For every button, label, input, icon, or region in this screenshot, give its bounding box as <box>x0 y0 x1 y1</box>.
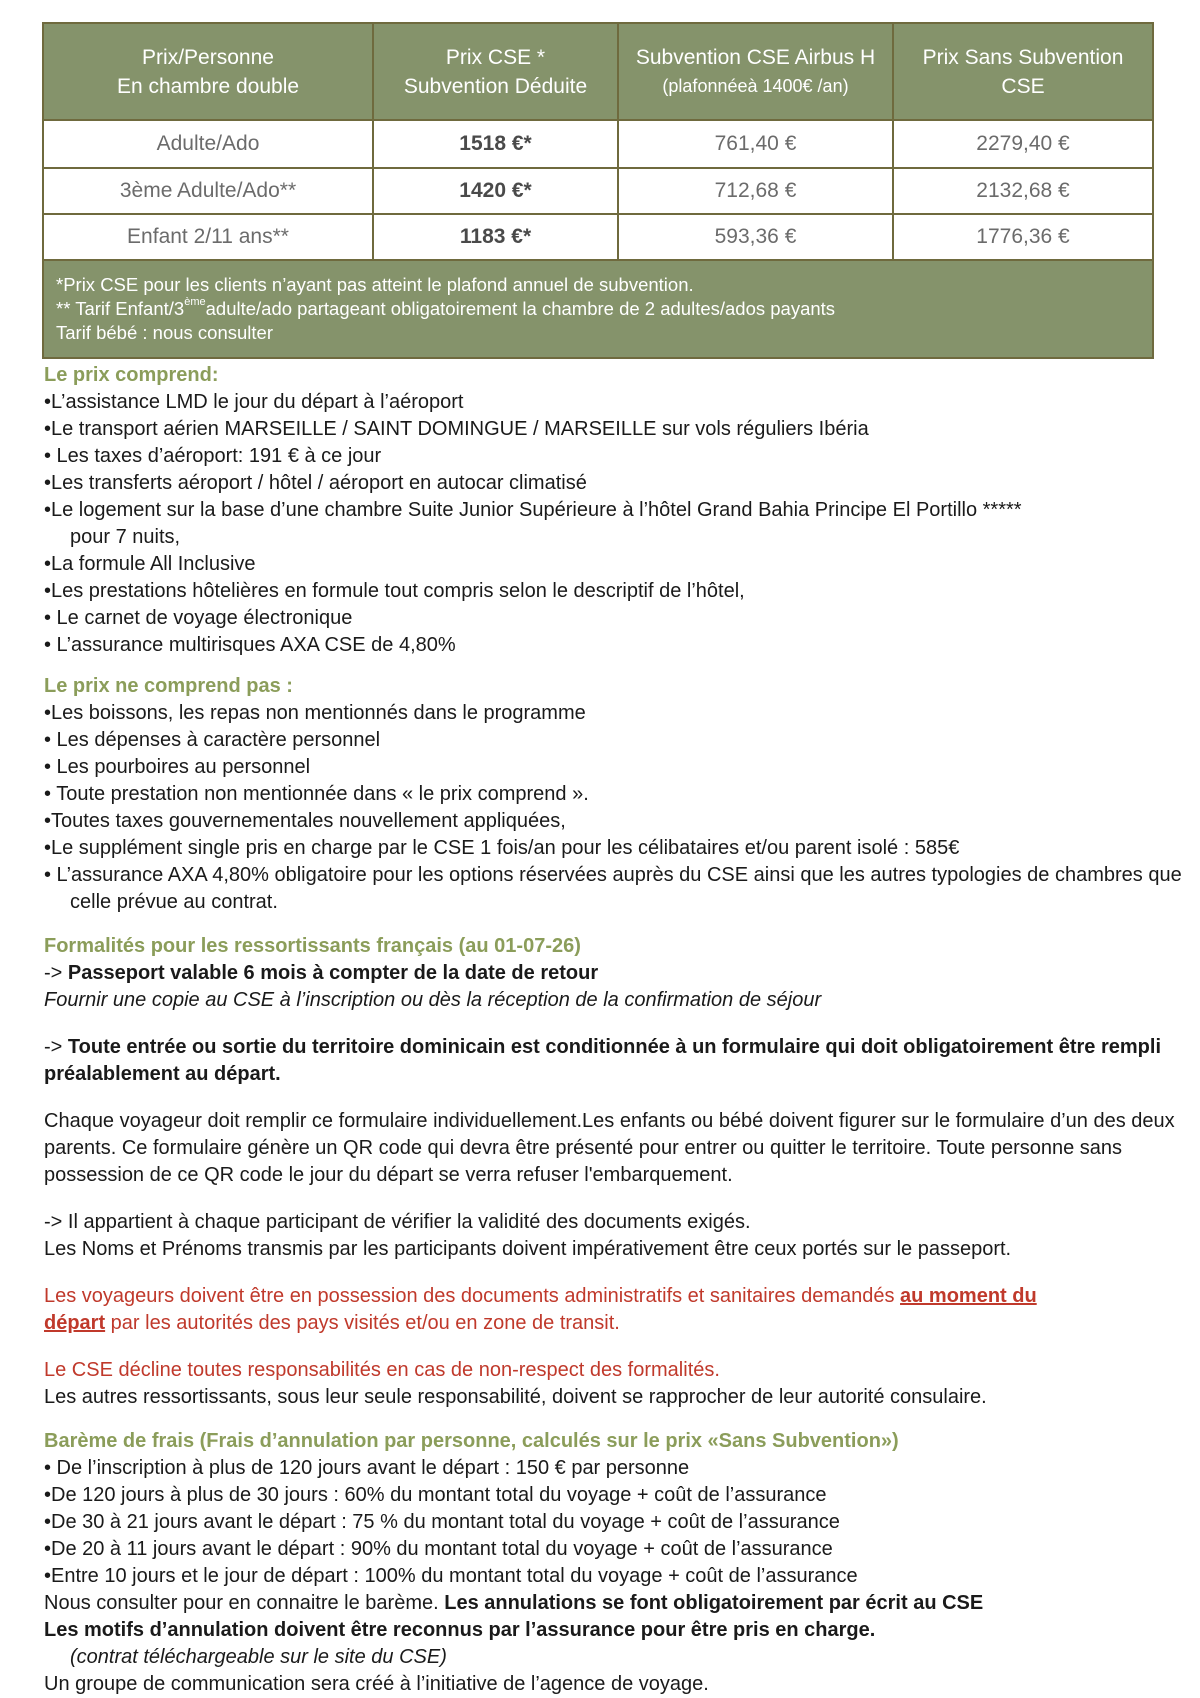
subvention-cell: 593,36 € <box>618 214 893 260</box>
note-text: adulte/ado partageant obligatoirement la chambre de 2 adultes/ados payants <box>205 298 836 319</box>
warning-text: par les autorités des pays visités et/ou en zone de transit. <box>105 1312 620 1334</box>
prix-cse-cell: 1420 €* <box>373 168 618 214</box>
category-cell: Enfant 2/11 ans** <box>43 214 373 260</box>
subvention-cell: 761,40 € <box>618 120 893 168</box>
note-line: Tarif bébé : nous consulter <box>56 322 273 343</box>
prix-cse-cell: 1518 €* <box>373 120 618 168</box>
prix-cse-cell: 1183 €* <box>373 214 618 260</box>
list-item: •La formule All Inclusive <box>44 553 256 575</box>
copie-text: Fournir une copie au CSE à l’inscription ou dès la réception de la confirmation de séjour <box>44 989 822 1011</box>
header-line: Subvention Déduite <box>403 74 588 98</box>
list-item: • Les dépenses à caractère personnel <box>44 729 381 751</box>
section-title-comprend: Le prix comprend: <box>44 364 219 386</box>
notes-row <box>43 260 1153 358</box>
passport-line <box>44 960 1184 987</box>
section-title-formalites: Formalités pour les ressortissants français (au 01-07-26) <box>44 935 581 957</box>
note-line: *Prix CSE pour les clients n’ayant pas atteint le plafond annuel de subvention. <box>56 274 694 295</box>
header-line: CSE <box>1001 74 1045 98</box>
warning-documents <box>44 1283 1044 1337</box>
consulter-text: Nous consulter pour en connaitre le barème. <box>44 1592 445 1614</box>
table-row <box>43 214 1153 260</box>
list-item: •De 20 à 11 jours avant le départ : 90% du montant total du voyage + coût de l’assurance <box>44 1538 833 1560</box>
header-cell-category <box>43 23 373 120</box>
note-text: ** Tarif Enfant/3 <box>56 298 185 319</box>
header-cell-subvention <box>618 23 893 120</box>
table-row <box>43 120 1153 168</box>
annulations-text: Les annulations se font obligatoirement par écrit au CSE <box>444 1592 984 1614</box>
conditions-content <box>44 362 1184 1698</box>
header-cell-sans-subvention <box>893 23 1153 120</box>
autres-ressortissants: Les autres ressortissants, sous leur seule responsabilité, doivent se rapprocher de leur autorité consulaire. <box>44 1386 987 1408</box>
price-table-header-row <box>43 23 1153 120</box>
sans-subvention-cell: 2279,40 € <box>893 120 1153 168</box>
entree-line <box>44 1034 1184 1088</box>
noms-text: Les Noms et Prénoms transmis par les participants doivent impérativement être ceux portés sur le passeport. <box>44 1238 1012 1260</box>
formulaire-paragraph: Chaque voyageur doit remplir ce formulaire individuellement.Les enfants ou bébé doivent figurer sur le formulaire d’un des deux parents. Ce formulaire génère un QR code qui devra être présenté pour entrer ou quitter le territoire. Toute personne sans possession de ce QR code le jour du départ se verra refuser l'embarquement. <box>44 1110 1175 1186</box>
passport-text: Passeport valable 6 mois à compter de la date de retour <box>67 962 599 984</box>
list-item: • Les pourboires au personnel <box>44 756 311 778</box>
arrow-text: -> <box>44 1036 68 1058</box>
list-item: • L’assurance multirisques AXA CSE de 4,80% <box>44 634 456 656</box>
list-item: •De 30 à 21 jours avant le départ : 75 % du montant total du voyage + coût de l’assurance <box>44 1511 840 1533</box>
list-item: •Le logement sur la base d’une chambre Suite Junior Supérieure à l’hôtel Grand Bahia Principe El Portillo ***** <box>44 499 1022 521</box>
validite-text: -> Il appartient à chaque participant de vérifier la validité des documents exigés. <box>44 1211 751 1233</box>
list-item: •De 120 jours à plus de 30 jours : 60% du montant total du voyage + coût de l’assurance <box>44 1484 827 1506</box>
price-table <box>42 22 1154 359</box>
notes-cell <box>43 260 1153 358</box>
motifs-text: Les motifs d’annulation doivent être reconnus par l’assurance pour être pris en charge. <box>44 1619 876 1641</box>
warning-responsabilite: Le CSE décline toutes responsabilités en cas de non-respect des formalités. <box>44 1359 720 1381</box>
header-line: Prix/Personne <box>142 45 274 69</box>
list-item: • De l’inscription à plus de 120 jours avant le départ : 150 € par personne <box>44 1457 690 1479</box>
category-cell: 3ème Adulte/Ado** <box>43 168 373 214</box>
list-item: •Les prestations hôtelières en formule tout compris selon le descriptif de l’hôtel, <box>44 580 745 602</box>
category-cell: Adulte/Ado <box>43 120 373 168</box>
list-item: •L’assistance LMD le jour du départ à l’aéroport <box>44 391 464 413</box>
header-cell-prix-cse <box>373 23 618 120</box>
section-title-bareme: Barème de frais (Frais d’annulation par personne, calculés sur le prix «Sans Subvention») <box>44 1430 899 1452</box>
header-line: Subvention CSE Airbus H <box>635 45 876 69</box>
arrow-text: -> <box>44 962 68 984</box>
header-line: En chambre double <box>116 74 300 98</box>
section-title-ne-comprend: Le prix ne comprend pas : <box>44 675 293 697</box>
header-line: Prix Sans Subvention <box>922 45 1124 69</box>
table-row <box>43 168 1153 214</box>
list-item: •Les boissons, les repas non mentionnés dans le programme <box>44 702 586 724</box>
header-subline: (plafonnéeà 1400€ /an) <box>662 75 849 96</box>
list-item: • L’assurance AXA 4,80% obligatoire pour les options réservées auprès du CSE ainsi que les autres typologies de chambres que celle prévue au contrat. <box>44 864 1182 913</box>
list-item: •Les transferts aéroport / hôtel / aéroport en autocar climatisé <box>44 472 587 494</box>
sans-subvention-cell: 1776,36 € <box>893 214 1153 260</box>
warning-underline: au moment du départ <box>44 1285 1037 1334</box>
list-item: •Toutes taxes gouvernementales nouvellement appliquées, <box>44 810 566 832</box>
list-item: • Les taxes d’aéroport: 191 € à ce jour <box>44 445 382 467</box>
list-item: • Toute prestation non mentionnée dans « le prix comprend ». <box>44 783 589 805</box>
note-line <box>56 297 1140 321</box>
header-line: Prix CSE * <box>445 45 546 69</box>
list-item: •Le transport aérien MARSEILLE / SAINT DOMINGUE / MARSEILLE sur vols réguliers Ibéria <box>44 418 869 440</box>
consulter-line <box>44 1590 1184 1617</box>
entree-text: Toute entrée ou sortie du territoire dominicain est conditionnée à un formulaire qui doit obligatoirement être rempli préalablement au départ. <box>44 1036 1162 1085</box>
sans-subvention-cell: 2132,68 € <box>893 168 1153 214</box>
note-superscript: ème <box>184 296 206 308</box>
warning-text: Les voyageurs doivent être en possession des documents administratifs et sanitaires demandés <box>44 1285 901 1307</box>
list-item: • Le carnet de voyage électronique <box>44 607 353 629</box>
contrat-text: (contrat téléchargeable sur le site du CSE) <box>70 1646 447 1668</box>
subvention-cell: 712,68 € <box>618 168 893 214</box>
list-item: •Le supplément single pris en charge par le CSE 1 fois/an pour les célibataires et/ou parent isolé : 585€ <box>44 837 960 859</box>
list-item-continuation: pour 7 nuits, <box>70 526 181 548</box>
groupe-text: Un groupe de communication sera créé à l’initiative de l’agence de voyage. <box>44 1673 709 1695</box>
list-item: •Entre 10 jours et le jour de départ : 100% du montant total du voyage + coût de l’assurance <box>44 1565 858 1587</box>
